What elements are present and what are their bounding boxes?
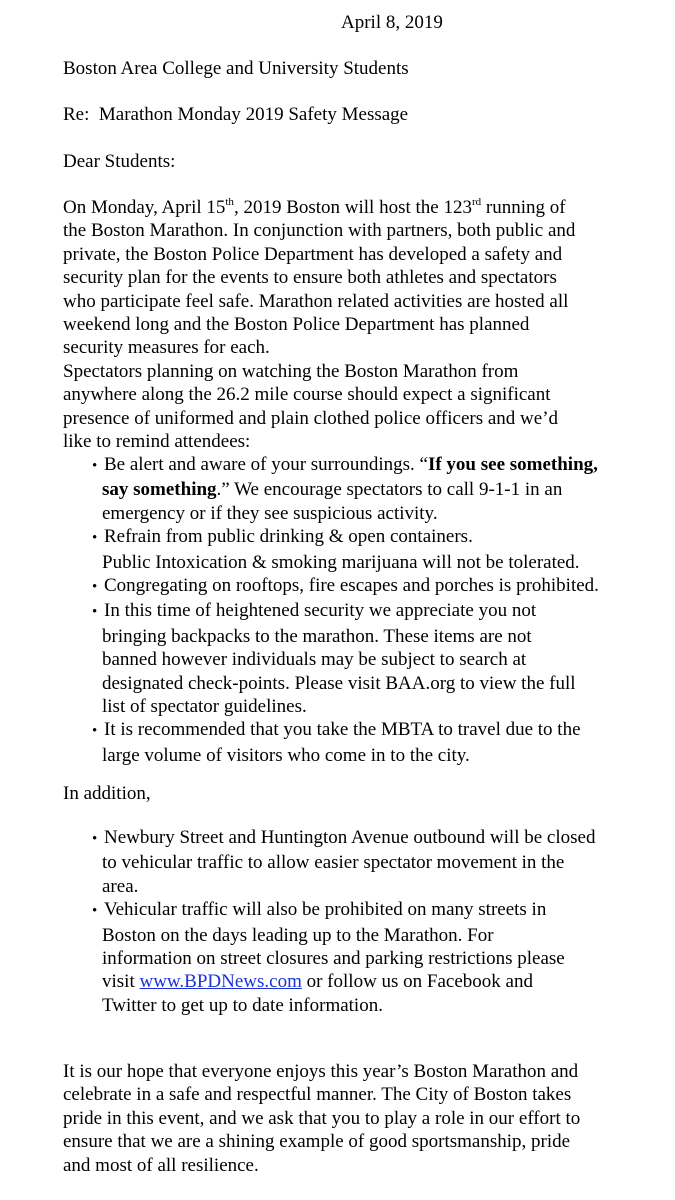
intro-line: the Boston Marathon. In conjunction with partners, both public and [63, 220, 576, 242]
intro-line: private, the Boston Police Department has developed a safety and [63, 243, 563, 265]
salutation: Dear Students: [63, 151, 176, 172]
closing-line: pride in this event, and we ask that you to play a role in our effort to [63, 1107, 581, 1129]
intro-line: who participate feel safe. Marathon related activities are hosted all [63, 290, 569, 312]
list-item: • Refrain from public drinking & open containers. Public Intoxication & smoking marijuana will not be tolerated. [92, 526, 580, 573]
bullet-icon: • [92, 458, 98, 474]
spectators-line: presence of uniformed and plain clothed police officers and we’d [63, 407, 559, 429]
closing-line: ensure that we are a shining example of good sportsmanship, pride [63, 1131, 571, 1153]
intro-line: weekend long and the Boston Police Department has planned [63, 314, 530, 336]
spectators-line: Spectators planning on watching the Boston Marathon from [63, 360, 519, 382]
intro-line: On Monday, April 15th, 2019 Boston will host the 123rd running of [63, 196, 566, 218]
bullet-icon: • [92, 530, 98, 547]
intro-paragraph [63, 196, 653, 453]
in-addition-heading: In addition, [63, 783, 151, 804]
bullet-icon: • [92, 579, 98, 596]
closing-line: It is our hope that everyone enjoys this year’s Boston Marathon and [63, 1061, 579, 1082]
safety-bullet-list [80, 453, 670, 767]
bpdnews-link[interactable]: www.BPDNews.com [139, 971, 302, 993]
list-item: • Congregating on rooftops, fire escapes and porches is prohibited. [80, 574, 670, 599]
spectators-line: anywhere along the 26.2 mile course should expect a significant [63, 384, 551, 406]
list-item: • It is recommended that you take the MBTA to travel due to the large volume of visitors who come in to the city. [92, 719, 581, 766]
bullet-icon: • [92, 604, 98, 621]
closing-line: and most of all resilience. [63, 1154, 259, 1176]
list-item: • Vehicular traffic will also be prohibited on many streets in Boston on the days leading up to the Marathon. For information on street closures and parking restrictions please visit www.BPDNews.com or follow us on Facebook and Twitter to get up to date information. [92, 899, 565, 1016]
subject: Marathon Monday 2019 Safety Message [98, 104, 409, 125]
closing-line: celebrate in a safe and respectful manner. The City of Boston takes [63, 1084, 572, 1106]
intro-line: security plan for the events to ensure both athletes and spectators [63, 267, 557, 289]
list-item: • Be alert and aware of your surroundings. “If you see something, say something.” We encourage spectators to call 9-1-1 in an emergency or if they see suspicious activity. [92, 454, 598, 524]
bullet-icon: • [92, 723, 98, 740]
bullet-icon: • [92, 831, 98, 847]
letter-date: April 8, 2019 [341, 12, 443, 33]
re-label: Re: [63, 104, 90, 125]
list-item: • In this time of heightened security we appreciate you not bringing backpacks to the marathon. These items are not banned however individuals may be subject to search at designated check-points. Please visit BAA.org to view the full list of spectator guidelines. [92, 600, 576, 718]
recipient: Boston Area College and University Students [63, 58, 409, 79]
subject-line [63, 103, 653, 126]
closing-paragraph [63, 1060, 653, 1177]
traffic-bullet-list [80, 826, 670, 1017]
bullet-icon: • [92, 903, 98, 920]
list-item: • Newbury Street and Huntington Avenue outbound will be closed to vehicular traffic to allow easier spectator movement in the area. [92, 827, 596, 897]
intro-line: security measures for each. [63, 337, 270, 359]
spectators-line: like to remind attendees: [63, 431, 251, 453]
